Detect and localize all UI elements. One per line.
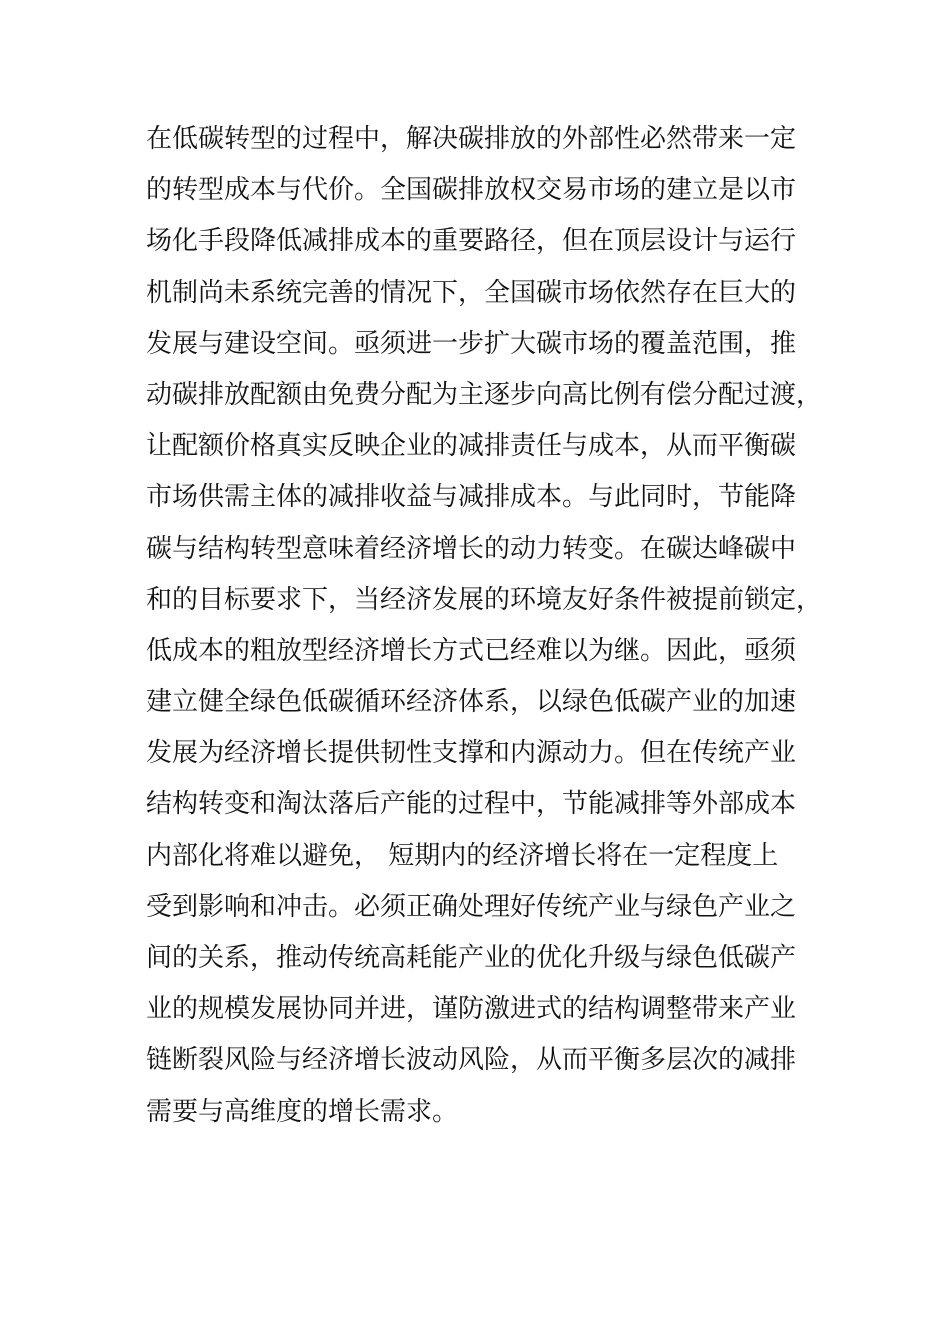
paragraph-line: 受到影响和冲击。必须正确处理好传统产业与绿色产业之 xyxy=(146,891,797,922)
paragraph-line: 低成本的粗放型经济增长方式已经难以为继。因此，亟须 xyxy=(146,635,797,666)
paragraph-line: 和的目标要求下，当经济发展的环境友好条件被提前锁定， xyxy=(146,584,823,615)
body-paragraph xyxy=(146,114,846,1138)
paragraph-line: 场化手段降低减排成本的重要路径，但在顶层设计与运行 xyxy=(146,226,797,257)
paragraph-line: 业的规模发展协同并进，谨防激进式的结构调整带来产业 xyxy=(146,994,797,1025)
paragraph-line: 让配额价格真实反映企业的减排责任与成本，从而平衡碳 xyxy=(146,431,797,462)
paragraph-line: 机制尚未系统完善的情况下，全国碳市场依然存在巨大的 xyxy=(146,277,797,308)
paragraph-line: 动碳排放配额由免费分配为主逐步向高比例有偿分配过渡， xyxy=(146,379,823,410)
paragraph-line: 碳与结构转型意味着经济增长的动力转变。在碳达峰碳中 xyxy=(146,533,797,564)
paragraph-line: 建立健全绿色低碳循环经济体系，以绿色低碳产业的加速 xyxy=(146,687,797,718)
paragraph-line: 的转型成本与代价。全国碳排放权交易市场的建立是以市 xyxy=(146,175,797,206)
paragraph-line: 在低碳转型的过程中，解决碳排放的外部性必然带来一定 xyxy=(146,124,797,154)
paragraph-line: 结构转变和淘汰落后产能的过程中，节能减排等外部成本 xyxy=(146,789,797,820)
paragraph-line: 间的关系，推动传统高耗能产业的优化升级与绿色低碳产 xyxy=(146,943,797,973)
paragraph-line: 发展与建设空间。亟须进一步扩大碳市场的覆盖范围，推 xyxy=(146,328,797,359)
paragraph-line: 内部化将难以避免， 短期内的经济增长将在一定程度上 xyxy=(146,840,779,871)
paragraph-line: 链断裂风险与经济增长波动风险，从而平衡多层次的减排 xyxy=(146,1045,797,1076)
paragraph-line: 需要与高维度的增长需求。 xyxy=(146,1096,459,1127)
paragraph-line: 市场供需主体的减排收益与减排成本。与此同时，节能降 xyxy=(146,482,797,513)
paragraph-line: 发展为经济增长提供韧性支撑和内源动力。但在传统产业 xyxy=(146,738,797,769)
